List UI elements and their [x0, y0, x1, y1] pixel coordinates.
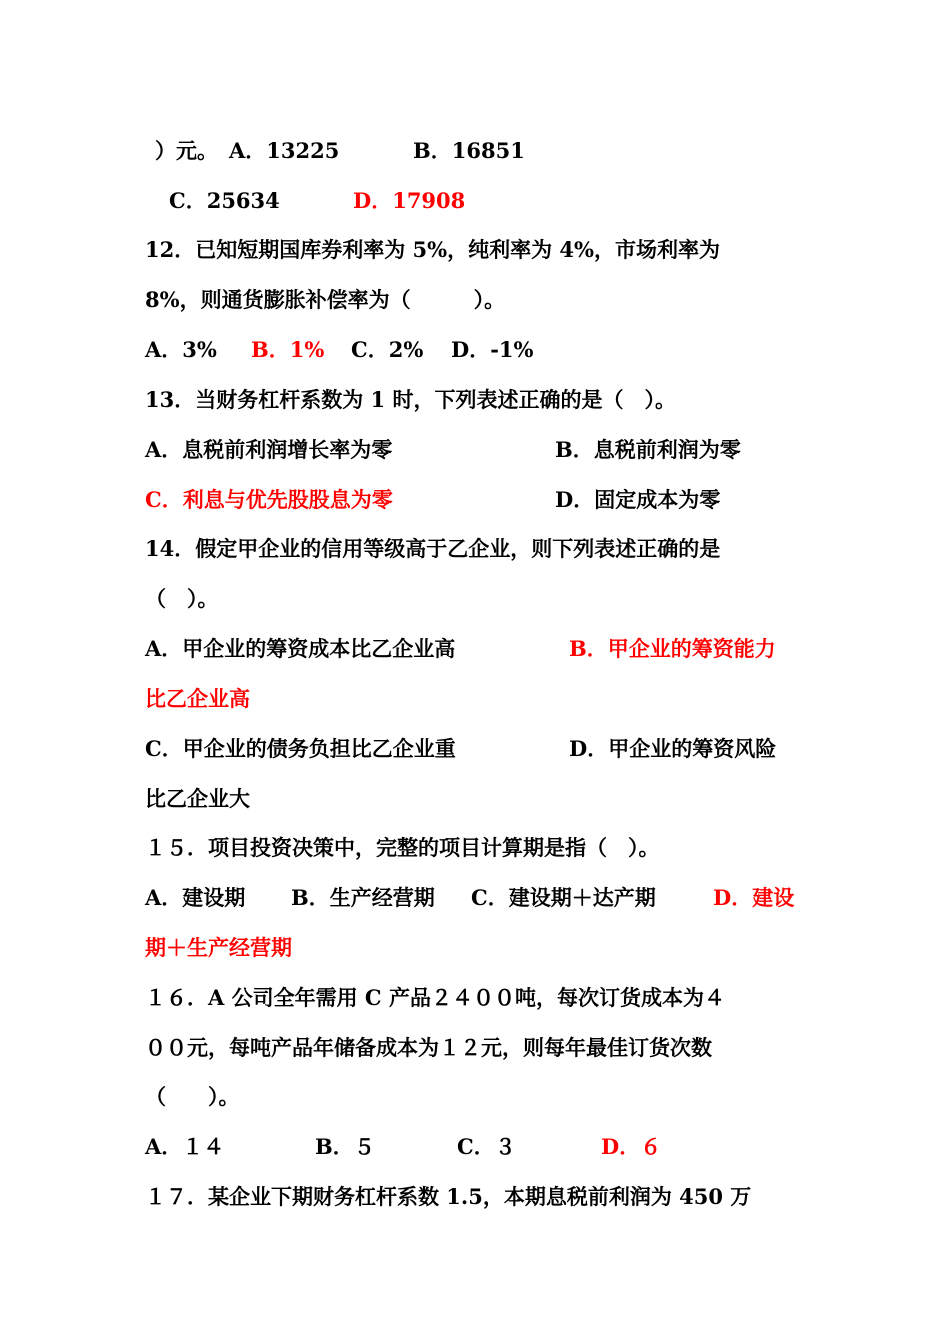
q11-option-b: B．16851 — [413, 138, 525, 163]
q16-option-b: B．５ — [315, 1134, 375, 1159]
q14-option-a: A．甲企业的筹资成本比乙企业高 — [145, 636, 456, 661]
q12-options-line — [145, 335, 815, 365]
q12-text-line-2: 8%，则通货膨胀补偿率为（ ）。 — [145, 287, 506, 312]
q11-options-line-2 — [145, 186, 815, 216]
q13-option-c-answer: C．利息与优先股股息为零 — [145, 487, 393, 512]
q15-option-b: B．生产经营期 — [291, 885, 435, 910]
q11-option-a: A．13225 — [229, 138, 340, 163]
q15-option-d-answer: D．建设 — [713, 885, 795, 910]
q13-options-line-2 — [145, 485, 815, 515]
q17-text-line: １７．某企业下期财务杠杆系数 1.5，本期息税前利润为 450 万 — [145, 1184, 752, 1209]
q15-options-line — [145, 883, 815, 913]
q15-option-d-answer-cont: 期＋生产经营期 — [145, 935, 292, 960]
q11-option-d-answer: D．17908 — [353, 188, 466, 213]
q12-option-b-answer: B．1% — [251, 337, 325, 362]
q12-option-c: C．2% — [351, 337, 424, 362]
q13-text-line: 13．当财务杠杆系数为 1 时，下列表述正确的是（ ）。 — [145, 387, 676, 412]
q15-option-c: C．建设期＋达产期 — [471, 885, 656, 910]
q14-options-line-2 — [145, 734, 815, 764]
q12-text-line-1: 12．已知短期国库券利率为 5%，纯利率为 4%，市场利率为 — [145, 237, 720, 262]
q11-options-line — [145, 136, 815, 166]
q16-text-line-1: １６．A 公司全年需用 C 产品２４００吨，每次订货成本为４ — [145, 985, 725, 1010]
q14-option-d: D．甲企业的筹资风险 — [569, 736, 777, 761]
q12-option-d: D．-1% — [451, 337, 534, 362]
q15-option-a: A．建设期 — [145, 885, 246, 910]
q16-option-d-answer: D．６ — [601, 1134, 662, 1159]
q11-prefix: ）元。 — [155, 138, 218, 163]
q13-option-b: B．息税前利润为零 — [555, 437, 741, 462]
q14-options-line-1 — [145, 634, 815, 664]
q14-option-b-answer-cont: 比乙企业高 — [145, 686, 250, 711]
q16-text-line-2: ００元，每吨产品年储备成本为１２元，则每年最佳订货次数 — [145, 1035, 712, 1060]
q13-options-line-1 — [145, 435, 815, 465]
q11-option-c: C．25634 — [169, 188, 280, 213]
q14-option-c: C．甲企业的债务负担比乙企业重 — [145, 736, 456, 761]
q16-options-line — [145, 1132, 815, 1162]
q14-text-line-1: 14．假定甲企业的信用等级高于乙企业，则下列表述正确的是 — [145, 536, 721, 561]
q16-text-line-3: （ ）。 — [145, 1084, 240, 1109]
q14-option-b-answer: B．甲企业的筹资能力 — [569, 636, 776, 661]
q13-option-d: D．固定成本为零 — [555, 487, 721, 512]
q12-option-a: A．3% — [145, 337, 217, 362]
q15-text-line: １５．项目投资决策中，完整的项目计算期是指（ ）。 — [145, 835, 660, 860]
q14-text-line-2: （ ）。 — [145, 586, 219, 611]
q16-option-c: C．３ — [457, 1134, 516, 1159]
q16-option-a: A．１４ — [145, 1134, 225, 1159]
q14-option-d-cont: 比乙企业大 — [145, 786, 250, 811]
q13-option-a: A．息税前利润增长率为零 — [145, 437, 393, 462]
